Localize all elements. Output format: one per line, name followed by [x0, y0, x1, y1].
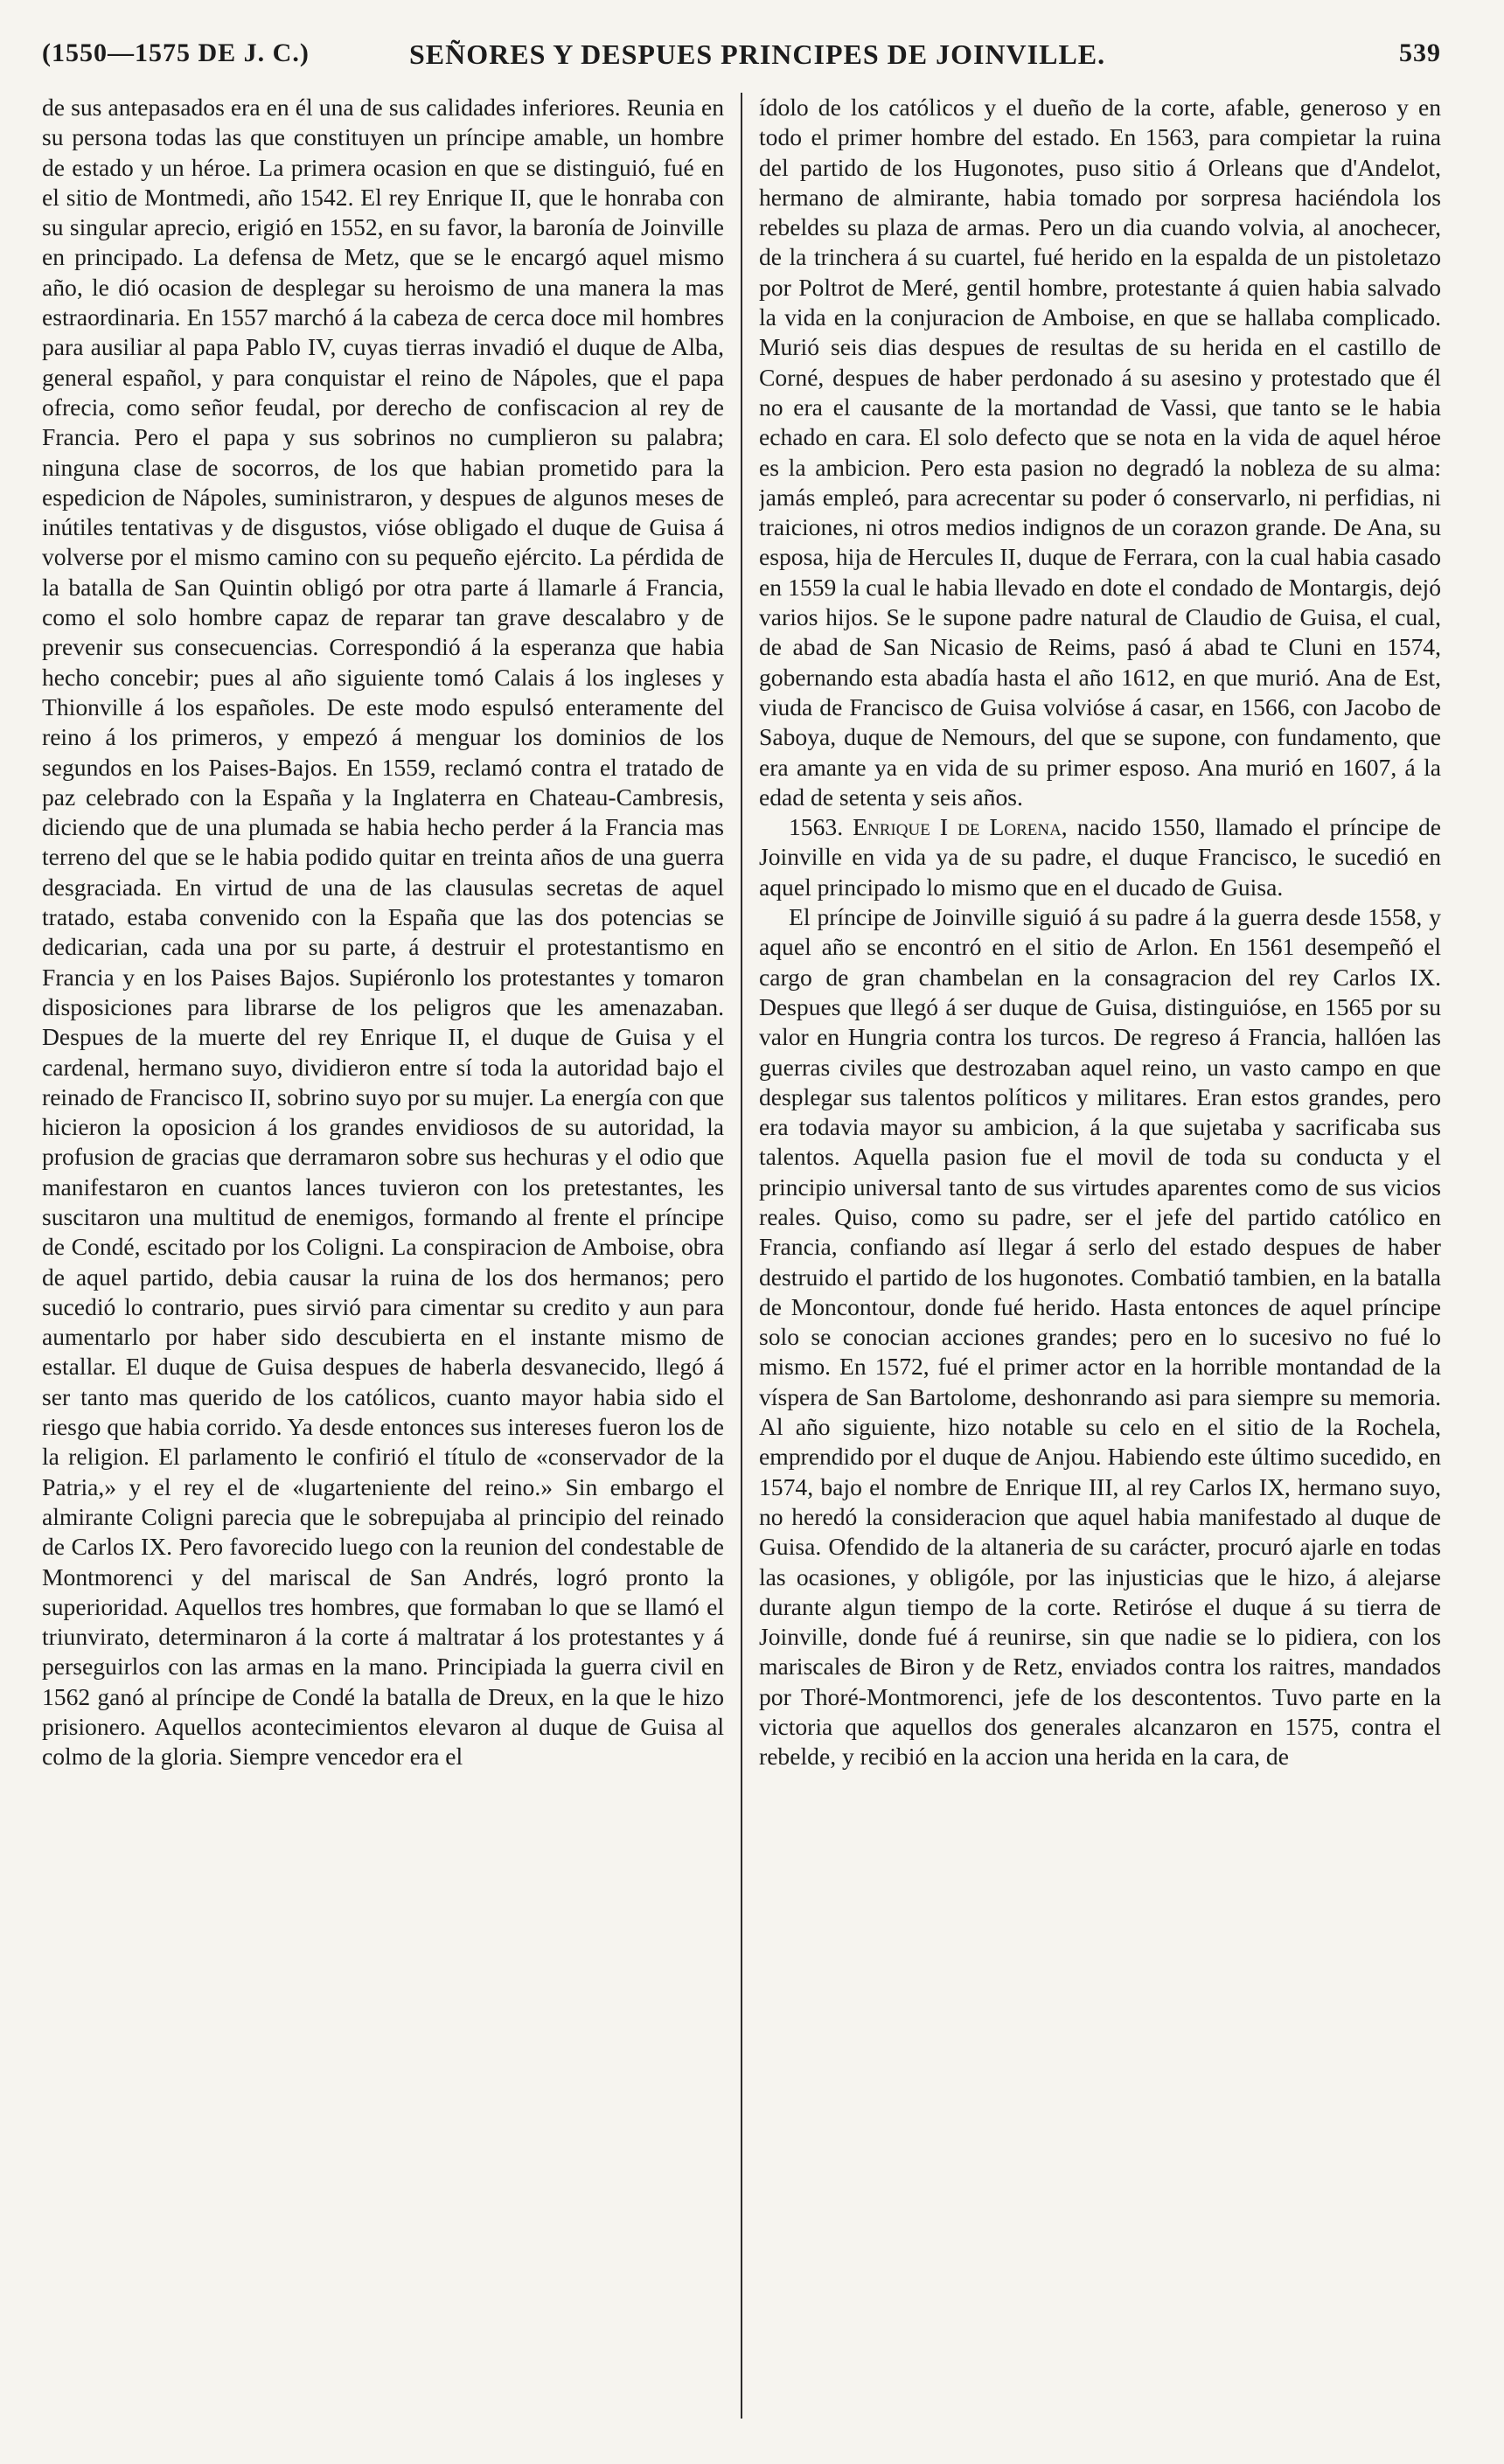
right-paragraph-3: El príncipe de Joinville siguió á su padre á la guerra desde 1558, y aquel año se encontró en el sitio de Arlon. En 1561 desempeñó el cargo de gran chambelan en la consagracion del rey Carlos IX. Despues que llegó á ser duque de Guisa, distinguióse, en 1565 por su valor en Hungria contra los turcos. De regreso á Francia, hallóen las guerras civiles que destrozaban aquel reino, un vasto campo en que desplegar sus talentos políticos y militares. Eran estos grandes, pero era todavia mayor su ambicion, á la que sujetaba y sacrificaba sus talentos. Aquella pasion fue el movil de toda su conducta y el principio universal tanto de sus virtudes aparentes como de sus vicios reales. Quiso, como su padre, ser el jefe del partido católico en Francia, confiando así llegar á serlo del estado despues de haber destruido el partido de los hugonotes. Combatió tambien, en la batalla de Moncontour, donde fué herido. Hasta entonces de aquel príncipe solo se conocian acciones grandes; pero en lo sucesivo no fué lo mismo. En 1572, fué el primer actor en la horrible montandad de la víspera de San Bartolome, deshonrando asi para siempre su memoria. Al año siguiente, hizo notable su celo en el sitio de la Rochela, emprendido por el duque de Anjou. Habiendo este último sucedido, en 1574, bajo el nombre de Enrique III, al rey Carlos IX, hermano suyo, no heredó la consideracion que aquel habia manifestado al duque de Guisa. Ofendido de la altaneria de su carácter, procuró ajarle en todas las ocasiones, y obligóle, por las injusticias que le hizo, á alejarse durante algun tiempo de la corte. Retiróse el duque á su tierra de Joinville, donde fué á reunirse, sin que nadie se lo pidiera, con los mariscales de Biron y de Retz, enviados contra los raitres, mandados por Thoré-Montmorenci, jefe de los descontentos. Tuvo parte en la victoria que aquellos dos generales alcanzaron en 1575, contra el rebelde, y recibió en la accion una herida en la cara, de: [759, 903, 1441, 1771]
page-number: 539: [1399, 38, 1441, 67]
right-paragraph-2: [759, 812, 1441, 902]
entry-name: Enrique I de Lorena,: [853, 813, 1068, 841]
entry-year: 1563.: [789, 813, 844, 841]
left-column: [42, 93, 724, 2419]
right-paragraph-1: ídolo de los católicos y el dueño de la corte, afable, generoso y en todo el primer hombre del estado. En 1563, para compietar la ruina del partido de los Hugonotes, puso sitio á Orleans que d'Andelot, hermano de almirante, habia tomado por sorpresa haciéndola los rebeldes su plaza de armas. Pero un dia cuando volvia, al anochecer, de la trinchera á su cuartel, fué herido en la espalda de un pistoletazo por Poltrot de Meré, gentil hombre, protestante á quien habia salvado la vida en la conjuracion de Amboise, en que se hallaba complicado. Murió seis dias despues de resultas de su herida en el castillo de Corné, despues de haber perdonado á su asesino y protestado que él no era el causante de la mortandad de Vassi, que tanto se le habia echado en cara. El solo defecto que se nota en la vida de aquel héroe es la ambicion. Pero esta pasion no degradó la nobleza de su alma: jamás empleó, para acrecentar su poder ó conservarlo, ni perfidias, ni traiciones, ni otros medios indignos de un corazon grande. De Ana, su esposa, hija de Hercules II, duque de Ferrara, con la cual habia casado en 1559 la cual le habia llevado en dote el condado de Montargis, dejó varios hijos. Se le supone padre natural de Claudio de Guisa, el cual, de abad de San Nicasio de Reims, pasó á abad te Cluni en 1574, gobernando esta abadía hasta el año 1612, en que murió. Ana de Est, viuda de Francisco de Guisa volvióse á casar, en 1566, con Jacobo de Saboya, duque de Nemours, del que se supone, con fundamento, que era amante ya en vida de su primer esposo. Ana murió en 1607, á la edad de setenta y seis años.: [759, 94, 1441, 811]
page: [42, 38, 1441, 2426]
right-column: [759, 93, 1441, 2419]
left-paragraph-1: de sus antepasados era en él una de sus calidades inferiores. Reunia en su persona todas las que constituyen un príncipe amable, un hombre de estado y un héroe. La primera ocasion en que se distinguió, fué en el sitio de Montmedi, año 1542. El rey Enrique II, que le honraba con su singular aprecio, erigió en 1552, en su favor, la baronía de Joinville en principado. La defensa de Metz, que se le encargó aquel mismo año, le dió ocasion de desplegar su heroismo de una manera la mas estraordinaria. En 1557 marchó á la cabeza de cerca doce mil hombres para ausiliar al papa Pablo IV, cuyas tierras invadió el duque de Alba, general español, y para conquistar el reino de Nápoles, que el papa ofrecia, como señor feudal, por derecho de confiscacion al rey de Francia. Pero el papa y sus sobrinos no cumplieron su palabra; ninguna clase de socorros, de los que habian prometido para la espedicion de Nápoles, suministraron, y despues de algunos meses de inútiles tentativas y de disgustos, vióse obligado el duque de Guisa á volverse por el mismo camino con su pequeño ejército. La pérdida de la batalla de San Quintin obligó por otra parte á llamarle á Francia, como el solo hombre capaz de reparar tan grave descalabro y de prevenir sus consecuencias. Correspondió á la esperanza que habia hecho concebir; pues al año siguiente tomó Calais á los ingleses y Thionville á los españoles. De este modo espulsó enteramente del reino á los primeros, y empezó á menguar los dominios de los segundos en los Paises-Bajos. En 1559, reclamó contra el tratado de paz celebrado con la España y la Inglaterra en Chateau-Cambresis, diciendo que de una plumada se habia hecho perder á la Francia mas terreno del que se le habia podido quitar en treinta años de una guerra desgraciada. En virtud de una de las clausulas secretas de aquel tratado, estaba convenido con la España que las dos potencias se dedicarian, cada una por su parte, á destruir el protestantismo en Francia y en los Paises Bajos. Supiéronlo los protestantes y tomaron disposiciones para librarse de los peligros que les amenazaban. Despues de la muerte del rey Enrique II, el duque de Guisa y el cardenal, hermano suyo, dividieron entre sí toda la autoridad bajo el reinado de Francisco II, sobrino suyo por su mujer. La energía con que hicieron la oposicion á los grandes envidiosos de su autoridad, la profusion de gracias que derramaron sobre sus hechuras y el odio que manifestaron en cuantos lances tuvieron con los pretestantes, les suscitaron una multitud de enemigos, formando al frente el príncipe de Condé, escitado por los Coligni. La conspiracion de Amboise, obra de aquel partido, debia causar la ruina de los dos hermanos; pero sucedió lo contrario, pues sirvió para cimentar su credito y aun para aumentarlo por haber sido descubierta en el instante mismo de estallar. El duque de Guisa despues de haberla desvanecido, llegó á ser tanto mas querido de los católicos, cuanto mayor habia sido el riesgo que habia corrido. Ya desde entonces sus intereses fueron los de la religion. El parlamento le confirió el título de «conservador de la Patria,» y el rey el de «lugarteniente del reino.» Sin embargo el almirante Coligni parecia que le sobrepujaba al principio del reinado de Carlos IX. Pero favorecido luego con la reunion del condestable de Montmorenci y del mariscal de San Andrés, logró pronto la superioridad. Aquellos tres hombres, que formaban lo que se llamó el triunvirato, determinaron á la corte á maltratar á los protestantes y á perseguirlos con las armas en la mano. Principiada la guerra civil en 1562 ganó al príncipe de Condé la batalla de Dreux, en la que le hizo prisionero. Aquellos acontecimientos elevaron al duque de Guisa al colmo de la gloria. Siempre vencedor era el: [42, 94, 724, 1771]
header-title: SEÑORES Y DESPUES PRINCIPES DE JOINVILLE.: [409, 38, 1106, 70]
column-divider: [741, 93, 742, 2419]
entry-text: nacido 1550, llamado el príncipe de Joinville en vida ya de su padre, el duque Francisco, le sucedió en aquel principado lo mismo que en el ducado de Guisa.: [759, 813, 1441, 901]
text-columns: [42, 93, 1441, 2419]
header-date-range: (1550—1575 DE J. C.): [42, 38, 310, 67]
running-head: [42, 38, 1441, 89]
